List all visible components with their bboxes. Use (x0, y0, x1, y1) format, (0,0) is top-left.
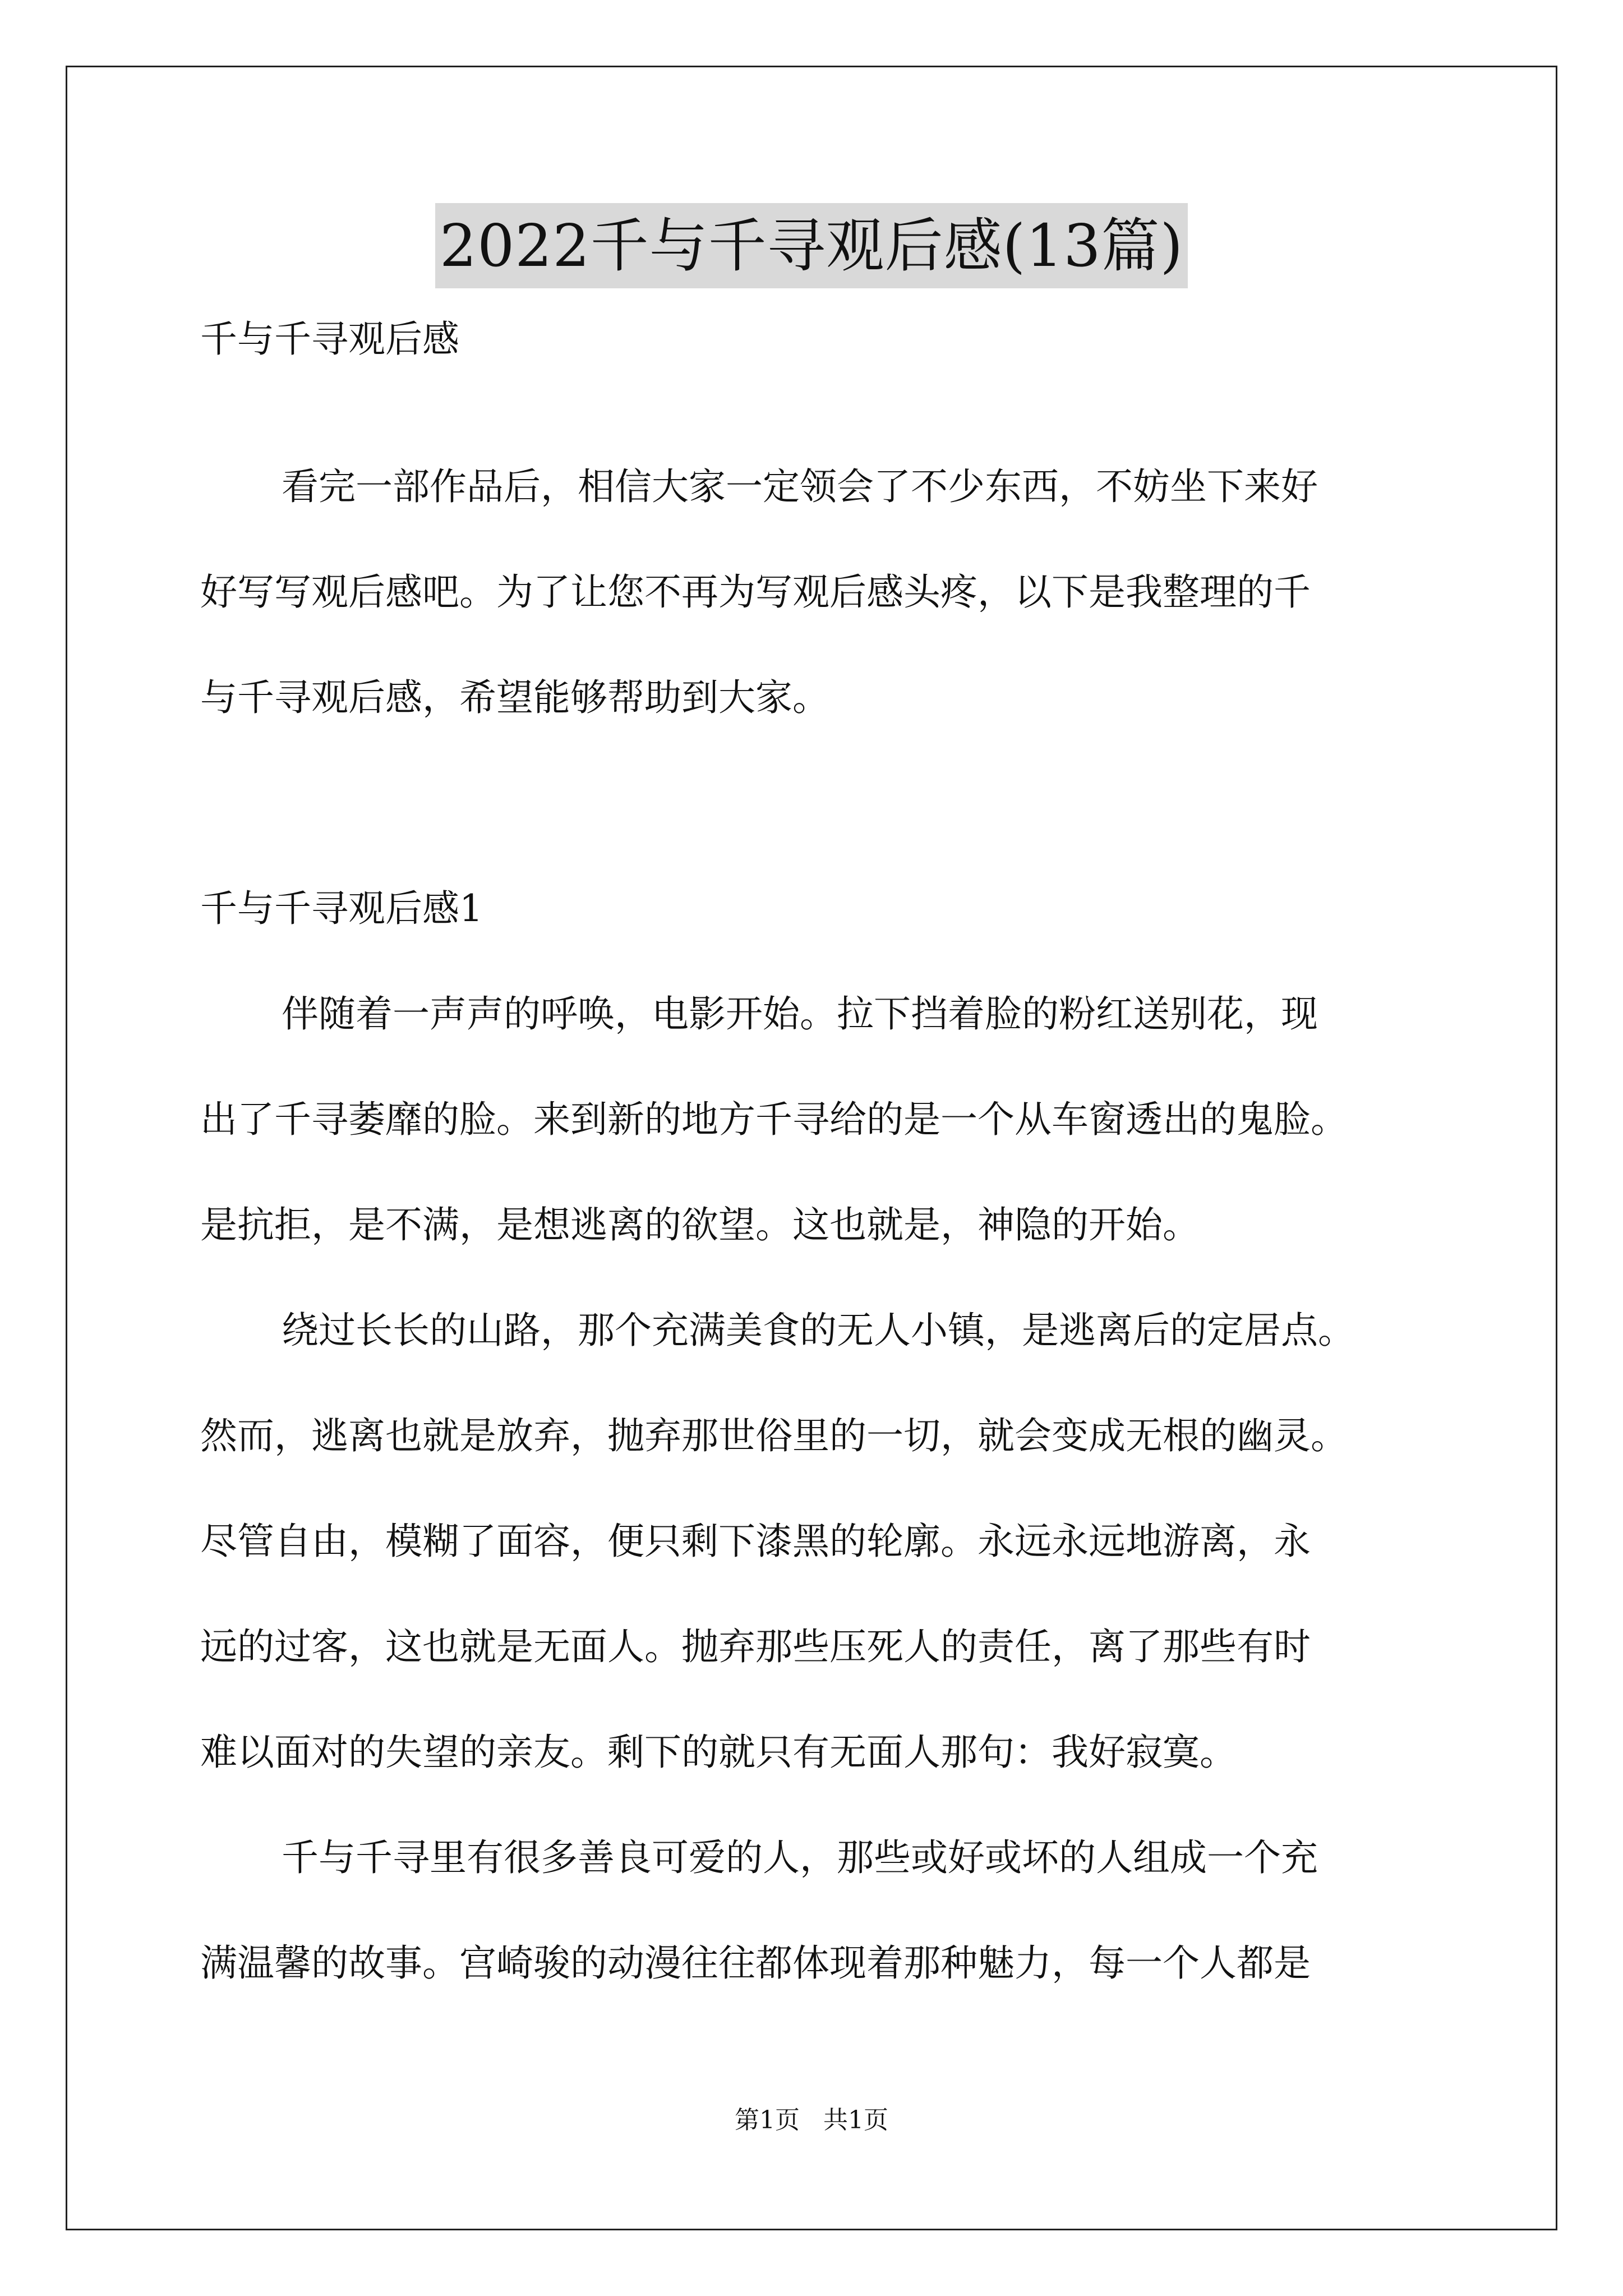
p2-line-5: 难以面对的失望的亲友。剩下的就只有无面人那句：我好寂寞。 (200, 1731, 1237, 1774)
p2-line-2: 然而，逃离也就是放弃，抛弃那世俗里的一切，就会变成无根的幽灵。 (200, 1414, 1348, 1457)
p1-line-1: 伴随着一声声的呼唤，电影开始。拉下挡着脸的粉红送别花，现 (282, 992, 1318, 1036)
p2-line-4: 远的过客，这也就是无面人。抛弃那些压死人的责任，离了那些有时 (200, 1625, 1311, 1668)
intro-heading: 千与千寻观后感 (200, 318, 459, 361)
document-title: 2022千与千寻观后感(13篇) (435, 203, 1188, 288)
section1-heading: 千与千寻观后感1 (200, 887, 483, 930)
intro-line-1: 看完一部作品后，相信大家一定领会了不少东西，不妨坐下来好 (282, 465, 1318, 508)
p1-line-3: 是抗拒，是不满，是想逃离的欲望。这也就是，神隐的开始。 (200, 1203, 1200, 1246)
page-footer (0, 2104, 1623, 2137)
intro-line-2: 好写写观后感吧。为了让您不再为写观后感头疼，以下是我整理的千 (200, 570, 1311, 614)
page-border (66, 66, 1557, 2230)
p1-line-2: 出了千寻萎靡的脸。来到新的地方千寻给的是一个从车窗透出的鬼脸。 (200, 1098, 1348, 1141)
title-wrap (0, 203, 1623, 288)
p3-line-2: 满温馨的故事。宫崎骏的动漫往往都体现着那种魅力，每一个人都是 (200, 1941, 1311, 1985)
intro-line-3: 与千寻观后感，希望能够帮助到大家。 (200, 676, 829, 719)
p2-line-3: 尽管自由，模糊了面容，便只剩下漆黑的轮廓。永远永远地游离，永 (200, 1520, 1311, 1563)
page-total: 共1页 (823, 2106, 888, 2134)
p2-line-1: 绕过长长的山路，那个充满美食的无人小镇，是逃离后的定居点。 (282, 1309, 1355, 1352)
p3-line-1: 千与千寻里有很多善良可爱的人，那些或好或坏的人组成一个充 (282, 1836, 1318, 1879)
page-number: 第1页 (735, 2106, 800, 2134)
